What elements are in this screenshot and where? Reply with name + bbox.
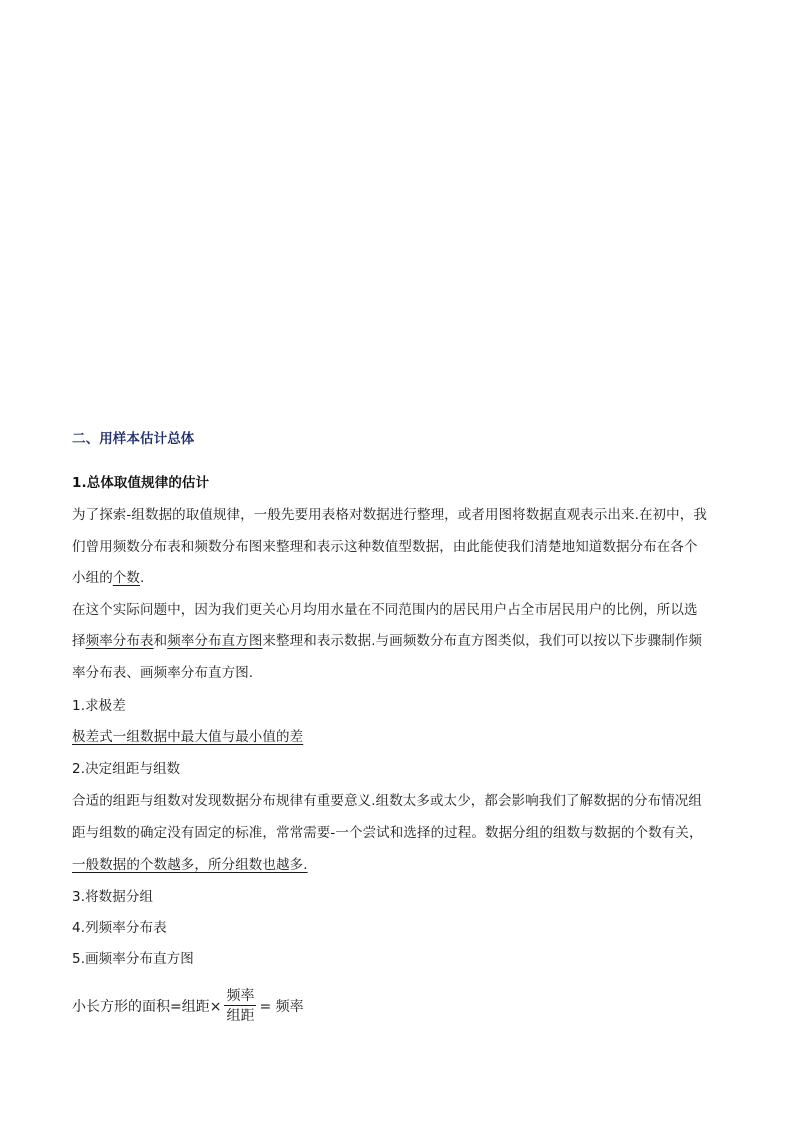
paragraph-2-line-2-a: 择 xyxy=(72,633,86,649)
paragraph-1-line-3 xyxy=(72,566,144,586)
underlined-term-frequency-histogram: 频率分布直方图 xyxy=(167,633,263,649)
paragraph-2-line-2 xyxy=(72,629,702,649)
step-2-line-2: 距与组数的确定没有固定的标准，常常需要-一个尝试和选择的过程。数据分组的组数与数据的个数有关， xyxy=(72,825,703,841)
paragraph-2-line-2-b: 和 xyxy=(153,633,168,649)
section-heading: 二、用样本估计总体 xyxy=(72,431,195,447)
paragraph-1-line-3-post: . xyxy=(140,570,145,586)
paragraph-1-line-2: 们曾用频数分布表和频数分布图来整理和表示这种数值型数据，由此能使我们清楚地知道数据分布在各个 xyxy=(72,539,698,555)
step-5-title: 5.画频率分布直方图 xyxy=(72,951,194,967)
histogram-area-formula xyxy=(72,984,304,1028)
step-2-line-1: 合适的组距与组数对发现数据分布规律有重要意义.组数太多或太少，都会影响我们了解数据的分布情况组 xyxy=(72,793,702,809)
step-3-title: 3.将数据分组 xyxy=(72,889,154,905)
formula-denominator: 组距 xyxy=(226,1008,255,1024)
paragraph-1-line-1: 为了探索-组数据的取值规律，一般先要用表格对数据进行整理，或者用图将数据直观表示出来.在初中，我 xyxy=(72,507,707,523)
step-2-title: 2.决定组距与组数 xyxy=(72,761,181,777)
paragraph-2-line-3: 率分布表、画频率分布直方图. xyxy=(72,665,254,681)
step-4-title: 4.列频率分布表 xyxy=(72,920,167,936)
step-1-title: 1.求极差 xyxy=(72,698,126,714)
step-2-line-3: 一般数据的个数越多，所分组数也越多. xyxy=(72,857,308,873)
paragraph-1-line-3-pre: 小组的 xyxy=(72,570,113,586)
underlined-term-frequency-table: 频率分布表 xyxy=(85,633,154,649)
formula-numerator: 频率 xyxy=(226,988,255,1004)
paragraph-2-line-1: 在这个实际问题中，因为我们更关心月均用水量在不同范围内的居民用户占全市居民用户的比例，所以选 xyxy=(72,602,698,618)
paragraph-2-line-2-c: 来整理和表示数据.与画频数分布直方图类似，我们可以按以下步骤制作频 xyxy=(262,633,703,649)
underlined-term-count: 个数 xyxy=(112,570,141,586)
subsection-heading: 1.总体取值规律的估计 xyxy=(72,475,210,491)
step-1-definition: 极差式一组数据中最大值与最小值的差 xyxy=(72,729,304,745)
formula-rhs: = 频率 xyxy=(259,999,304,1015)
formula-lhs: 小长方形的面积=组距× xyxy=(72,999,222,1015)
formula-fraction xyxy=(224,989,256,1023)
